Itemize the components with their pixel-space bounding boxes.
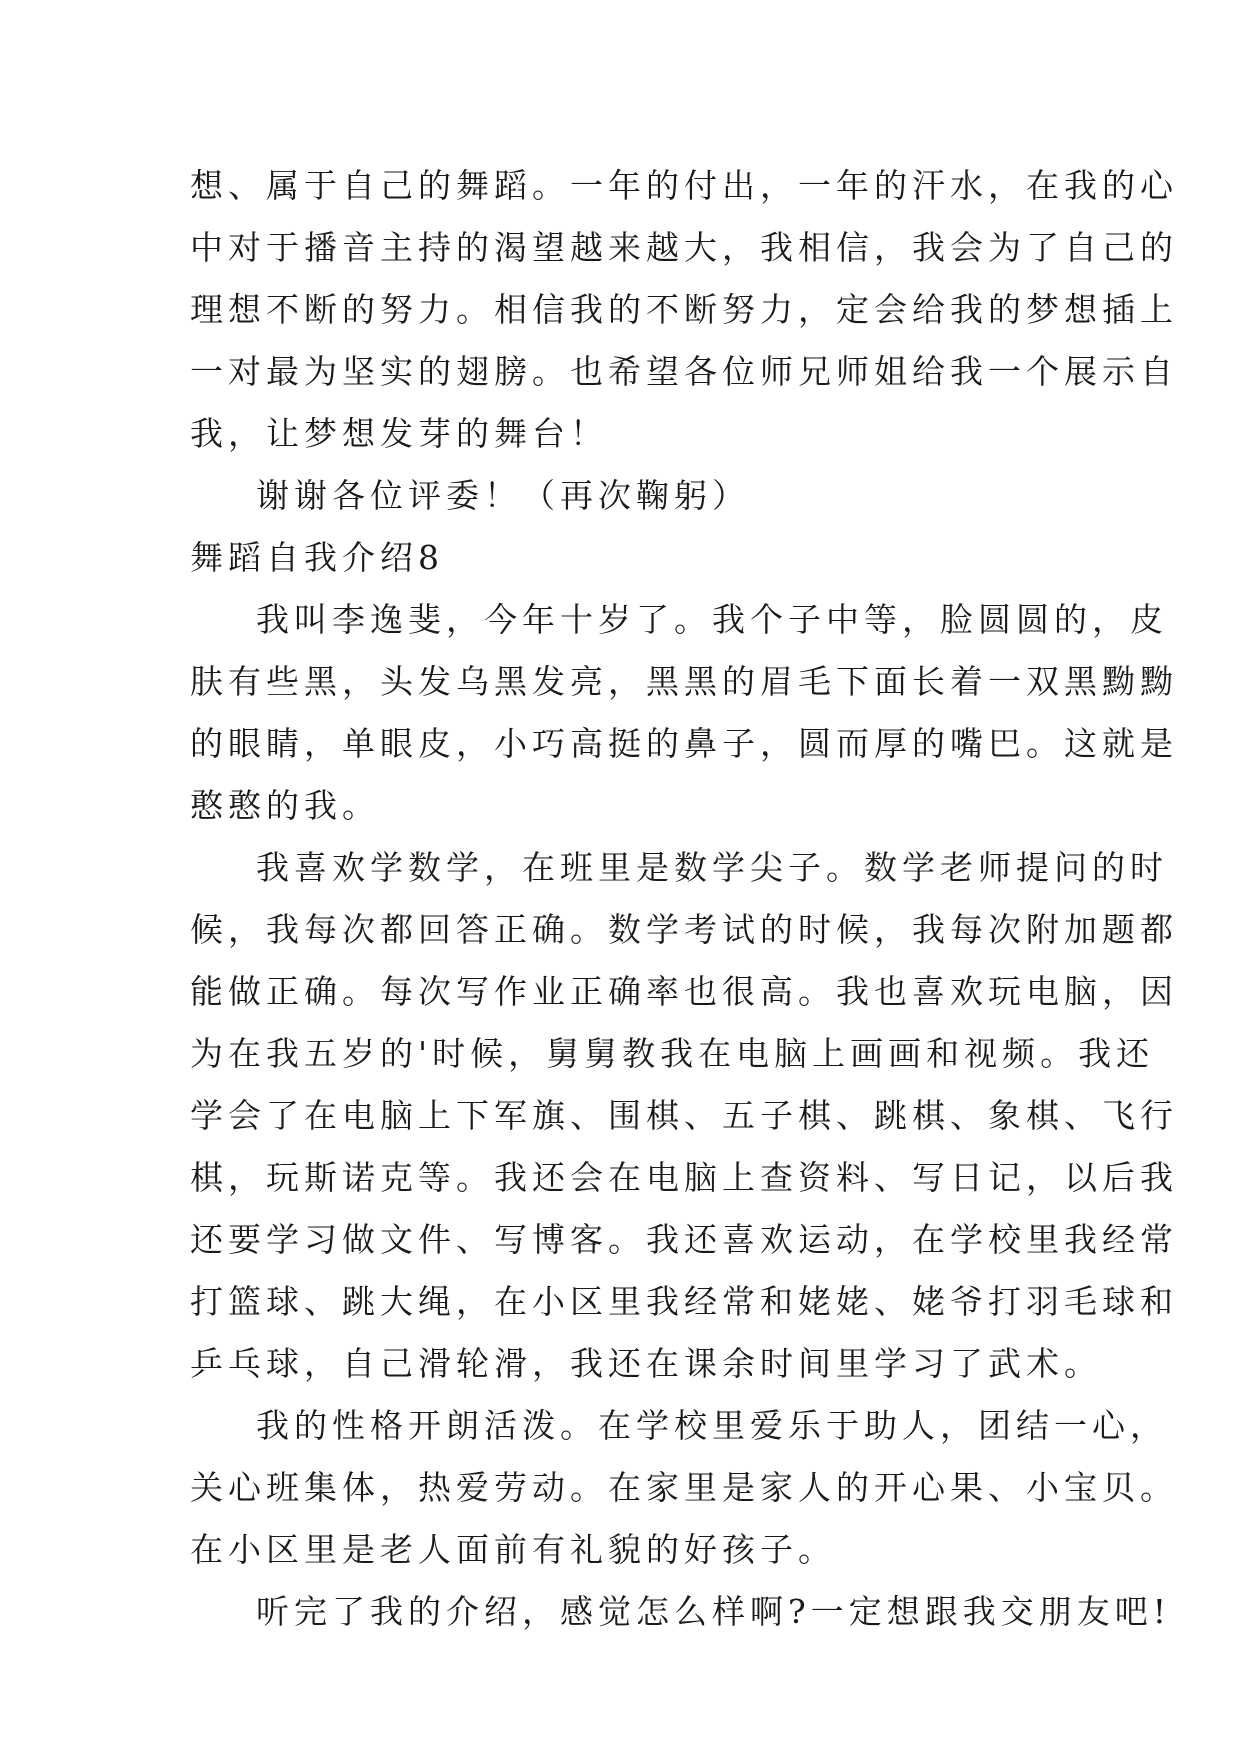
paragraph-line: 学会了在电脑上下军旗、围棋、五子棋、跳棋、象棋、飞行 <box>190 1096 1178 1135</box>
document-body <box>190 155 1178 1643</box>
paragraph-line: 一对最为坚实的翅膀。也希望各位师兄师姐给我一个展示自 <box>190 352 1178 391</box>
paragraph-line: 理想不断的努力。相信我的不断努力，定会给我的梦想插上 <box>190 290 1178 329</box>
paragraph-line: 候，我每次都回答正确。数学考试的时候，我每次附加题都 <box>190 910 1178 949</box>
paragraph-line: 中对于播音主持的渴望越来越大，我相信，我会为了自己的 <box>190 228 1178 267</box>
paragraph-line: 我叫李逸斐，今年十岁了。我个子中等，脸圆圆的，皮 <box>256 600 1168 639</box>
paragraph-line: 还要学习做文件、写博客。我还喜欢运动，在学校里我经常 <box>190 1220 1178 1259</box>
paragraph-line: 关心班集体，热爱劳动。在家里是家人的开心果、小宝贝。 <box>190 1468 1178 1507</box>
paragraph-line: 乒乓球，自己滑轮滑，我还在课余时间里学习了武术。 <box>190 1344 1102 1383</box>
paragraph-line: 棋，玩斯诺克等。我还会在电脑上查资料、写日记，以后我 <box>190 1158 1178 1197</box>
paragraph-line: 听完了我的介绍，感觉怎么样啊?一定想跟我交朋友吧! <box>256 1592 1171 1631</box>
paragraph-line: 在小区里是老人面前有礼貌的好孩子。 <box>190 1530 836 1569</box>
paragraph-line: 为在我五岁的'时候，舅舅教我在电脑上画画和视频。我还 <box>190 1034 1155 1073</box>
paragraph-line: 我，让梦想发芽的舞台！ <box>190 414 608 453</box>
paragraph-line: 打篮球、跳大绳，在小区里我经常和姥姥、姥爷打羽毛球和 <box>190 1282 1178 1321</box>
section-heading: 舞蹈自我介绍8 <box>190 538 444 577</box>
paragraph-line: 想、属于自己的舞蹈。一年的付出，一年的汗水，在我的心 <box>190 166 1178 205</box>
paragraph-line: 我的性格开朗活泼。在学校里爱乐于助人，团结一心， <box>256 1406 1168 1445</box>
paragraph-line: 谢谢各位评委！（再次鞠躬） <box>256 476 750 515</box>
paragraph-line: 我喜欢学数学，在班里是数学尖子。数学老师提问的时 <box>256 848 1168 887</box>
paragraph-line: 憨憨的我。 <box>190 786 380 825</box>
paragraph-line: 能做正确。每次写作业正确率也很高。我也喜欢玩电脑，因 <box>190 972 1178 1011</box>
paragraph-line: 肤有些黑，头发乌黑发亮，黑黑的眉毛下面长着一双黑黝黝 <box>190 662 1178 701</box>
paragraph-line: 的眼睛，单眼皮，小巧高挺的鼻子，圆而厚的嘴巴。这就是 <box>190 724 1178 763</box>
